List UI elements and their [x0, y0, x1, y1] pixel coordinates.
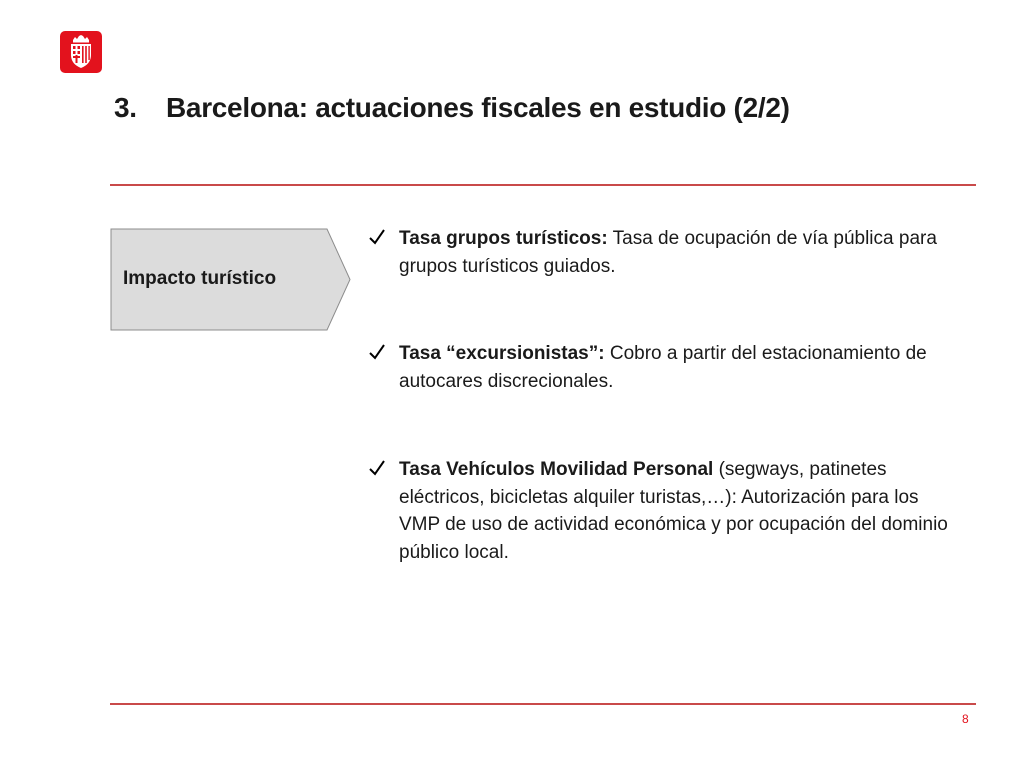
bullet-text — [399, 340, 964, 395]
bullet-text — [399, 225, 964, 280]
bullet-heading: Tasa Vehículos Movilidad Personal — [399, 459, 714, 480]
page-title — [114, 92, 790, 124]
bottom-divider — [110, 703, 976, 705]
section-label: Impacto turístico — [123, 268, 277, 289]
checkmark-icon — [368, 343, 386, 361]
bullet-heading: Tasa “excursionistas”: — [399, 343, 605, 364]
title-text: Barcelona: actuaciones fiscales en estudio (2/2) — [166, 92, 790, 123]
bullet-body: Cobro a partir del estacionamiento de autocares discrecionales. — [399, 343, 927, 392]
checkmark-icon — [368, 459, 386, 477]
title-number: 3. — [114, 92, 137, 123]
bullet-body: Tasa de ocupación de vía pública para grupos turísticos guiados. — [399, 228, 937, 277]
page-number: 8 — [962, 712, 969, 726]
bullet-body: (segways, patinetes eléctricos, bicicletas alquiler turistas,…): Autorización para los VMP de uso de actividad económica y por ocupación del dominio público local. — [399, 459, 948, 563]
top-divider — [110, 184, 976, 186]
bullet-text — [399, 456, 964, 566]
bullet-heading: Tasa grupos turísticos: — [399, 228, 608, 249]
checkmark-icon — [368, 228, 386, 246]
barcelona-coat-of-arms-icon — [60, 31, 102, 73]
